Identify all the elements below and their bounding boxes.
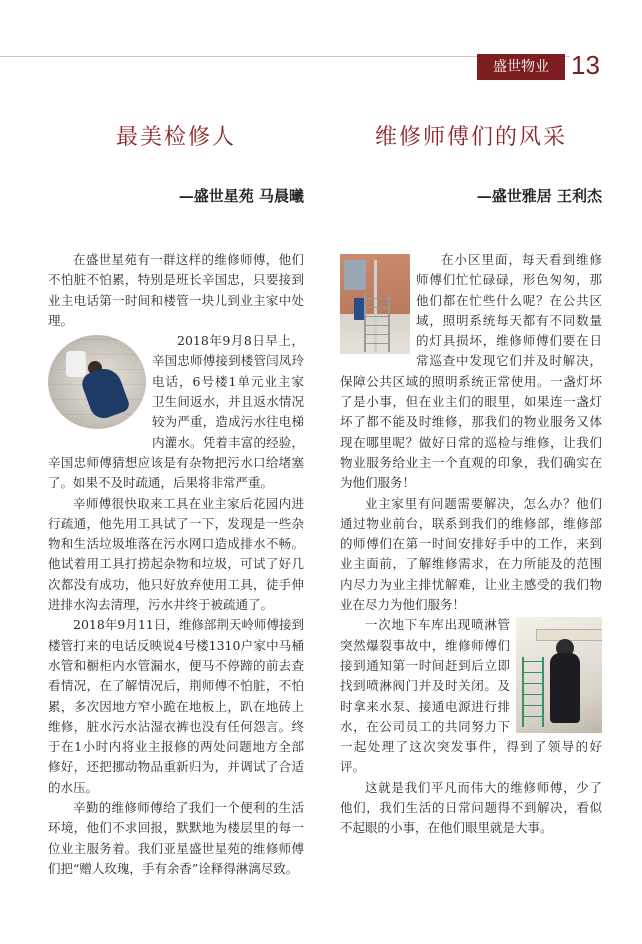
left-paragraph-2: 2018年9月8日早上，辛国忠师傅接到楼管闫凤玲电话，6号楼1单元业主家卫生间返水，并且返水情况较为严重，造成污水往电梯内灌水。凭着丰富的经验，辛国忠师傅猜想应该是有杂物把污水口给堵塞了。如果不及时疏通，后果将非常严重。 xyxy=(48,333,304,491)
left-paragraph-4: 2018年9月11日，维修部荆天岭师傅接到楼管打来的电话反映说4号楼1310户家中马桶水管和橱柜内水管漏水，便马不停蹄的前去查看情况，在了解情况后，荆师傅不怕脏，不怕累，多次因地方窄小跪在地板上，趴在地砖上维修，脏水污水沾湿衣裤也没有任何怨言。终于在1小时内将业主报修的两处问题地方全部修好，还把挪动物品重新归为，并调试了合适的水压。 xyxy=(48,617,304,795)
left-paragraph-1: 在盛世星苑有一群这样的维修师傅，他们不怕脏不怕累，特别是班长辛国忠，只要接到业主电话第一时间和楼管一块儿到业主家中处理。 xyxy=(48,252,304,328)
sprinkler-repair-photo xyxy=(516,617,602,733)
page-number: 13 xyxy=(571,50,600,80)
left-paragraph-3: 辛师傅很快取来工具在业主家后花园内进行疏通，他先用工具试了一下，发现是一些杂物和生活垃圾堆落在污水网口造成排水不畅。他试着用工具打捞起杂物和垃圾，可试了好几次都没有成功，他只好放弃使用工具，徒手伸进排水沟去清理，污水井终于被疏通了。 xyxy=(48,495,304,613)
brand-tab: 盛世物业 xyxy=(477,54,565,80)
left-article-title: 最美检修人 xyxy=(115,125,236,150)
ladder-repair-photo xyxy=(340,254,410,354)
left-paragraph-5: 辛勤的维修师傅给了我们一个便利的生活环境，他们不求回报，默默地为楼层里的每一位业主服务着。我们亚星盛世星苑的维修师傅们把“赠人玫瑰，手有余香”诠释得淋漓尽致。 xyxy=(48,800,304,876)
right-paragraph-4: 这就是我们平凡而伟大的维修师傅，少了他们，我们生活的日常问题得不到解决，看似不起眼的小事，在他们眼里就是大事。 xyxy=(340,779,602,836)
right-article-title: 维修师傅们的风采 xyxy=(374,125,567,150)
right-paragraph-3: 一次地下车库出现喷淋管突然爆裂事故中，维修师傅们接到通知第一时间赶到后立即找到喷淋阀门并及时关闭。及时拿来水泵、接通电源进行排水，在公司员工的共同努力下一起处理了这次突发事件，得到了领导的好评。 xyxy=(340,617,602,775)
right-article xyxy=(340,110,602,839)
right-article-byline: —盛世雅居 王利杰 xyxy=(476,187,602,205)
left-article xyxy=(48,110,304,879)
left-article-byline: —盛世星苑 马晨曦 xyxy=(178,187,304,205)
right-paragraph-1: 在小区里面，每天看到维修师傅们忙忙碌碌，形色匆匆，那他们都在忙些什么呢？在公共区域，照明系统每天都有不同数量的灯具损坏，维修师傅们要在日常巡查中发现它们并及时解决，保障公共区域的照明系统正常使用。一盏灯坏了是小事，但在业主们的眼里，如果连一盏灯坏了都不能及时维修，那我们的物业服务又体现在哪里呢？做好日常的巡检与维修，让我们物业服务给业主一个直观的印象，我们确实在为他们服务！ xyxy=(340,252,602,491)
repairman-bathroom-photo xyxy=(48,335,146,429)
right-paragraph-2: 业主家里有问题需要解决，怎么办？他们通过物业前台，联系到我们的维修部，维修部的师傅们在第一时间安排好手中的工作，来到业主面前，了解维修需求，在力所能及的范围内尽力为业主排忧解难，让业主感受的我们物业在尽力为他们服务！ xyxy=(340,495,602,613)
left-article-body xyxy=(48,250,304,879)
right-article-body xyxy=(340,250,602,839)
